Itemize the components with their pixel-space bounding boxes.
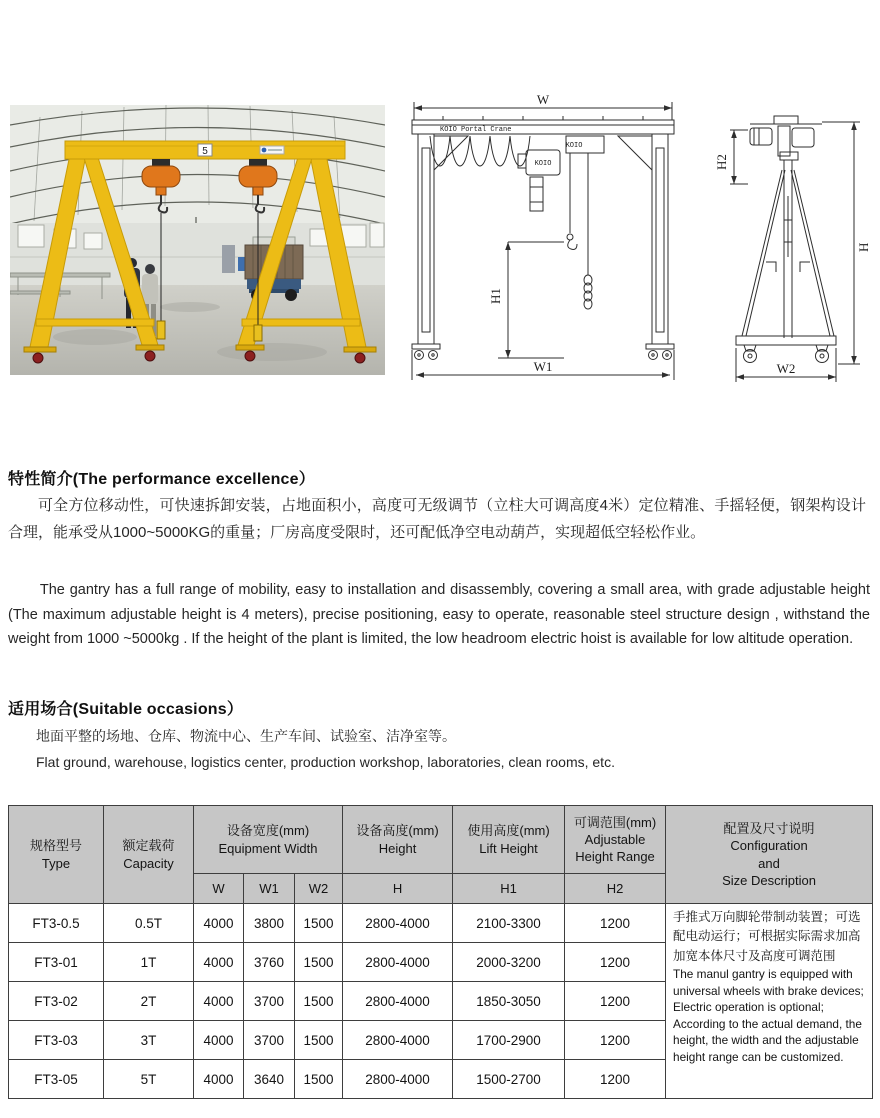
cell-h: 2800-4000: [343, 1021, 453, 1060]
cell-w1: 3640: [244, 1060, 295, 1099]
cell-w1: 3700: [244, 1021, 295, 1060]
header-capacity-en: Capacity: [123, 855, 174, 871]
table-row: [9, 904, 873, 943]
header-lift-en: Lift Height: [479, 840, 538, 856]
cell-w2: 1500: [295, 904, 343, 943]
trolley-label: KOIO: [565, 142, 583, 150]
cell-h1: 2100-3300: [453, 904, 565, 943]
dim-label-h2: H2: [714, 154, 729, 170]
subheader-h: H: [343, 874, 453, 904]
header-config-en2: and: [758, 855, 780, 871]
cell-h2: 1200: [565, 1021, 666, 1060]
performance-text-en: The gantry has a full range of mobility, easy to installation and disassembly, covering a small area, with grade adjustable height (The maximum adjustable height is 4 meters), precise positioning, easy to operate, reasonable steel structure design , withstand the weight from 1000 ~5000kg . If the height of the plant is limited, the low headroom electric hoist is available for low altitude operation.: [8, 582, 870, 647]
header-range-cn: 可调范围(mm): [573, 814, 657, 830]
cell-h2: 1200: [565, 904, 666, 943]
subheader-w: W: [194, 874, 244, 904]
header-type-cn: 规格型号: [29, 838, 82, 854]
subheader-w2: W2: [295, 874, 343, 904]
brand-sticker: [260, 146, 284, 154]
floor: [10, 285, 385, 375]
cell-w: 4000: [194, 1060, 244, 1099]
cell-w2: 1500: [295, 1021, 343, 1060]
header-capacity: [104, 806, 194, 904]
cell-h2: 1200: [565, 982, 666, 1021]
header-width-cn: 设备宽度(mm): [226, 823, 310, 839]
header-config-en1: Configuration: [730, 838, 808, 854]
beam-brand-text: KOIO Portal Crane: [440, 126, 512, 134]
cell-h1: 1700-2900: [453, 1021, 565, 1060]
occasions-text-cn: 地面平整的场地、仓库、物流中心、生产车间、试验室、洁净室等。: [36, 728, 456, 744]
cell-type: FT3-02: [9, 982, 104, 1021]
header-config: [666, 806, 873, 904]
cell-w1: 3760: [244, 943, 295, 982]
header-range-en2: Height Range: [575, 849, 655, 865]
occasions-heading: 适用场合(Suitable occasions）: [8, 701, 244, 718]
header-config-en3: Size Description: [722, 872, 816, 888]
door: [222, 245, 235, 273]
cell-h1: 1850-3050: [453, 982, 565, 1021]
cell-h1: 2000-3200: [453, 943, 565, 982]
cell-h2: 1200: [565, 1060, 666, 1099]
subheader-h1: H1: [453, 874, 565, 904]
header-config-cn: 配置及尺寸说明: [723, 821, 815, 837]
header-width-en: Equipment Width: [218, 840, 318, 856]
header-height-en: Height: [378, 840, 417, 856]
header-height-cn: 设备高度(mm): [356, 823, 439, 839]
header-type-en: Type: [41, 855, 71, 871]
cell-h: 2800-4000: [343, 1060, 453, 1099]
cell-config: [666, 904, 873, 1099]
cell-w1: 3800: [244, 904, 295, 943]
cell-w1: 3700: [244, 982, 295, 1021]
dim-label-h1: H1: [488, 288, 503, 304]
hoist-label: KOIO: [534, 160, 552, 168]
cell-w: 4000: [194, 982, 244, 1021]
cell-capacity: 3T: [104, 1021, 194, 1060]
side-view-diagram: [692, 92, 875, 390]
config-text-cn: 手推式万向脚轮带制动装置；可选配电动运行；可根据实际需求加高加宽本体尺寸及高度可调范围: [673, 910, 861, 963]
header-height: [343, 806, 453, 874]
config-text-en: The manul gantry is equipped with universal wheels with brake devices; Electric operation is optional; According to the actual demand, the height, the width and the adjustable height range can be customized.: [673, 967, 864, 1064]
subheader-w1: W1: [244, 874, 295, 904]
cell-type: FT3-03: [9, 1021, 104, 1060]
occasions-text-en: Flat ground, warehouse, logistics center, production workshop, laboratories, clean rooms, etc.: [36, 754, 615, 770]
cell-w2: 1500: [295, 1060, 343, 1099]
front-view-diagram: [398, 92, 690, 390]
cell-capacity: 1T: [104, 943, 194, 982]
dim-label-h: H: [856, 242, 871, 252]
cell-w2: 1500: [295, 982, 343, 1021]
header-lift: [453, 806, 565, 874]
header-range: [565, 806, 666, 874]
cell-h1: 1500-2700: [453, 1060, 565, 1099]
cell-w: 4000: [194, 1021, 244, 1060]
performance-heading: 特性简介(The performance excellence）: [8, 471, 315, 488]
product-photo: [10, 105, 385, 375]
dim-label-w: W: [536, 92, 550, 107]
placard-label: 5: [202, 146, 208, 157]
subheader-h2: H2: [565, 874, 666, 904]
header-capacity-cn: 额定载荷: [122, 838, 175, 854]
cell-w: 4000: [194, 904, 244, 943]
performance-text-cn: 可全方位移动性，可快速拆卸安装，占地面积小，高度可无级调节（立柱大可调高度4米）定位精准、手摇轻便，钢架构设计合理，能承受从1000~5000KG的重量；厂房高度受限时，还可配低净空电动葫芦，实现超低空轻松作业。: [8, 497, 866, 541]
cell-type: FT3-01: [9, 943, 104, 982]
cell-capacity: 0.5T: [104, 904, 194, 943]
cell-type: FT3-0.5: [9, 904, 104, 943]
dim-label-w2: W2: [776, 361, 796, 376]
cell-w: 4000: [194, 943, 244, 982]
header-type: [9, 806, 104, 904]
cell-w2: 1500: [295, 943, 343, 982]
spec-table: [8, 805, 873, 1099]
cell-h: 2800-4000: [343, 943, 453, 982]
header-range-en1: Adjustable: [584, 831, 646, 847]
cell-h2: 1200: [565, 943, 666, 982]
cell-h: 2800-4000: [343, 982, 453, 1021]
cell-h: 2800-4000: [343, 904, 453, 943]
header-width: [194, 806, 343, 874]
dim-label-w1: W1: [533, 359, 553, 374]
cell-type: FT3-05: [9, 1060, 104, 1099]
cell-capacity: 5T: [104, 1060, 194, 1099]
header-lift-cn: 使用高度(mm): [467, 823, 550, 839]
cell-capacity: 2T: [104, 982, 194, 1021]
